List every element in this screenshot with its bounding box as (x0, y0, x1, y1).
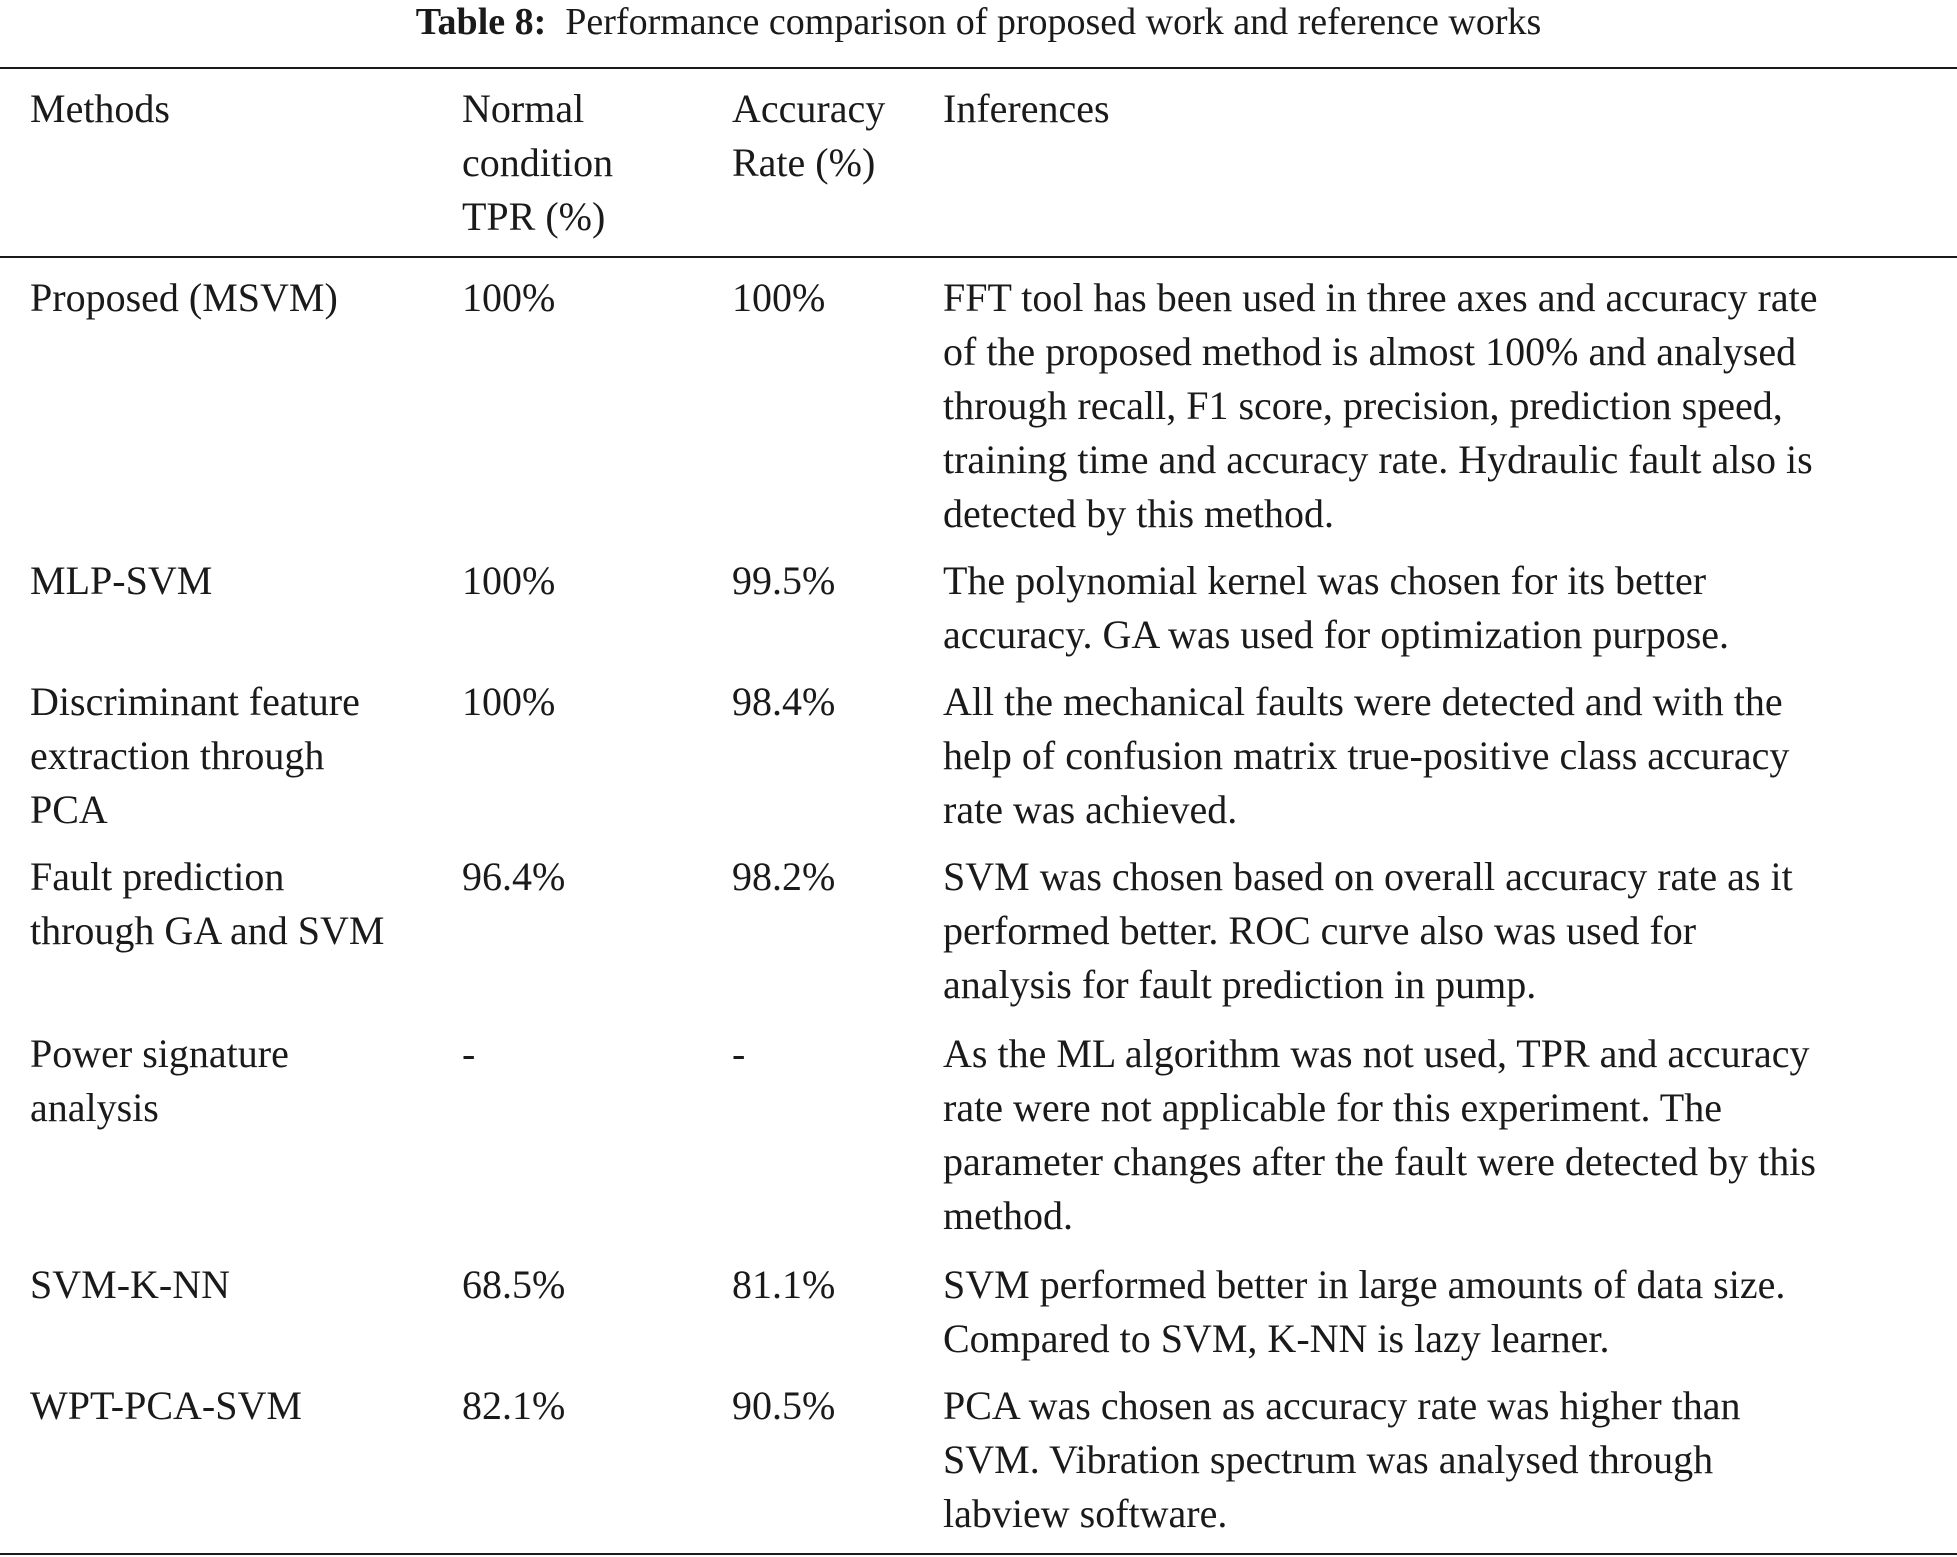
tpr-cell: 100% (462, 275, 556, 320)
inference-cell (943, 271, 1818, 541)
table-top-rule (0, 67, 1957, 69)
header-line: condition (462, 140, 614, 185)
method-cell (30, 271, 338, 325)
header-line: Normal (462, 86, 585, 131)
inference-cell (943, 1027, 1816, 1243)
method-line: extraction through (30, 733, 325, 778)
header-normal-condition-tpr (462, 82, 613, 244)
tpr-cell: 100% (462, 558, 556, 603)
inference-line: FFT tool has been used in three axes and accuracy rate (943, 275, 1818, 320)
inference-line: through recall, F1 score, precision, prediction speed, (943, 383, 1783, 428)
inference-cell (943, 675, 1789, 837)
method-line: Fault prediction (30, 854, 285, 899)
header-line: TPR (%) (462, 194, 606, 239)
header-line: Rate (%) (732, 140, 876, 185)
inference-line: As the ML algorithm was not used, TPR and accuracy (943, 1031, 1810, 1076)
method-cell (30, 1379, 302, 1433)
accuracy-cell: 98.4% (732, 679, 836, 724)
method-line: WPT-PCA-SVM (30, 1383, 302, 1428)
inference-line: of the proposed method is almost 100% and analysed (943, 329, 1797, 374)
inference-cell (943, 1379, 1741, 1541)
inference-line: SVM. Vibration spectrum was analysed through (943, 1437, 1714, 1482)
tpr-cell: 82.1% (462, 1383, 566, 1428)
method-line: PCA (30, 787, 108, 832)
inference-line: help of confusion matrix true-positive class accuracy (943, 733, 1790, 778)
table-caption (0, 0, 1957, 44)
table-caption-label: Table 8: (415, 1, 547, 43)
inference-line: Compared to SVM, K-NN is lazy learner. (943, 1316, 1610, 1361)
method-line: through GA and SVM (30, 908, 385, 953)
inference-line: SVM performed better in large amounts of data size. (943, 1262, 1786, 1307)
method-line: MLP-SVM (30, 558, 213, 603)
inference-line: All the mechanical faults were detected and with the (943, 679, 1783, 724)
accuracy-cell: 99.5% (732, 558, 836, 603)
inference-line: accuracy. GA was used for optimization purpose. (943, 612, 1730, 657)
inference-line: SVM was chosen based on overall accuracy rate as it (943, 854, 1793, 899)
method-cell (30, 1258, 230, 1312)
table-header-rule (0, 256, 1957, 258)
tpr-cell: 100% (462, 679, 556, 724)
method-cell (30, 554, 212, 608)
inference-line: rate were not applicable for this experiment. The (943, 1085, 1722, 1130)
tpr-cell: 96.4% (462, 854, 566, 899)
header-line: Accuracy (732, 86, 886, 131)
method-line: Discriminant feature (30, 679, 360, 724)
inference-cell (943, 1258, 1785, 1366)
accuracy-cell: - (732, 1031, 746, 1076)
header-accuracy-rate (732, 82, 885, 190)
table-caption-text: Performance comparison of proposed work and reference works (565, 1, 1542, 43)
accuracy-cell: 98.2% (732, 854, 836, 899)
header-inferences (943, 82, 1110, 136)
method-line: analysis (30, 1085, 159, 1130)
accuracy-cell: 100% (732, 275, 826, 320)
inference-line: method. (943, 1193, 1073, 1238)
method-cell (30, 1027, 289, 1135)
inference-line: rate was achieved. (943, 787, 1238, 832)
accuracy-cell: 81.1% (732, 1262, 836, 1307)
method-line: SVM-K-NN (30, 1262, 230, 1307)
tpr-cell: 68.5% (462, 1262, 566, 1307)
inference-line: detected by this method. (943, 491, 1335, 536)
accuracy-cell: 90.5% (732, 1383, 836, 1428)
method-line: Power signature (30, 1031, 289, 1076)
inference-cell (943, 850, 1793, 1012)
inference-line: labview software. (943, 1491, 1228, 1536)
tpr-cell: - (462, 1031, 476, 1076)
inference-line: PCA was chosen as accuracy rate was higher than (943, 1383, 1741, 1428)
header-line: Methods (30, 86, 170, 131)
method-line: Proposed (MSVM) (30, 275, 338, 320)
method-cell (30, 675, 360, 837)
inference-cell (943, 554, 1729, 662)
table-bottom-rule (0, 1553, 1957, 1555)
header-methods (30, 82, 170, 136)
inference-line: performed better. ROC curve also was used for (943, 908, 1697, 953)
header-line: Inferences (943, 86, 1110, 131)
inference-line: parameter changes after the fault were detected by this (943, 1139, 1816, 1184)
inference-line: analysis for fault prediction in pump. (943, 962, 1537, 1007)
method-cell (30, 850, 384, 958)
inference-line: training time and accuracy rate. Hydraulic fault also is (943, 437, 1813, 482)
inference-line: The polynomial kernel was chosen for its better (943, 558, 1707, 603)
